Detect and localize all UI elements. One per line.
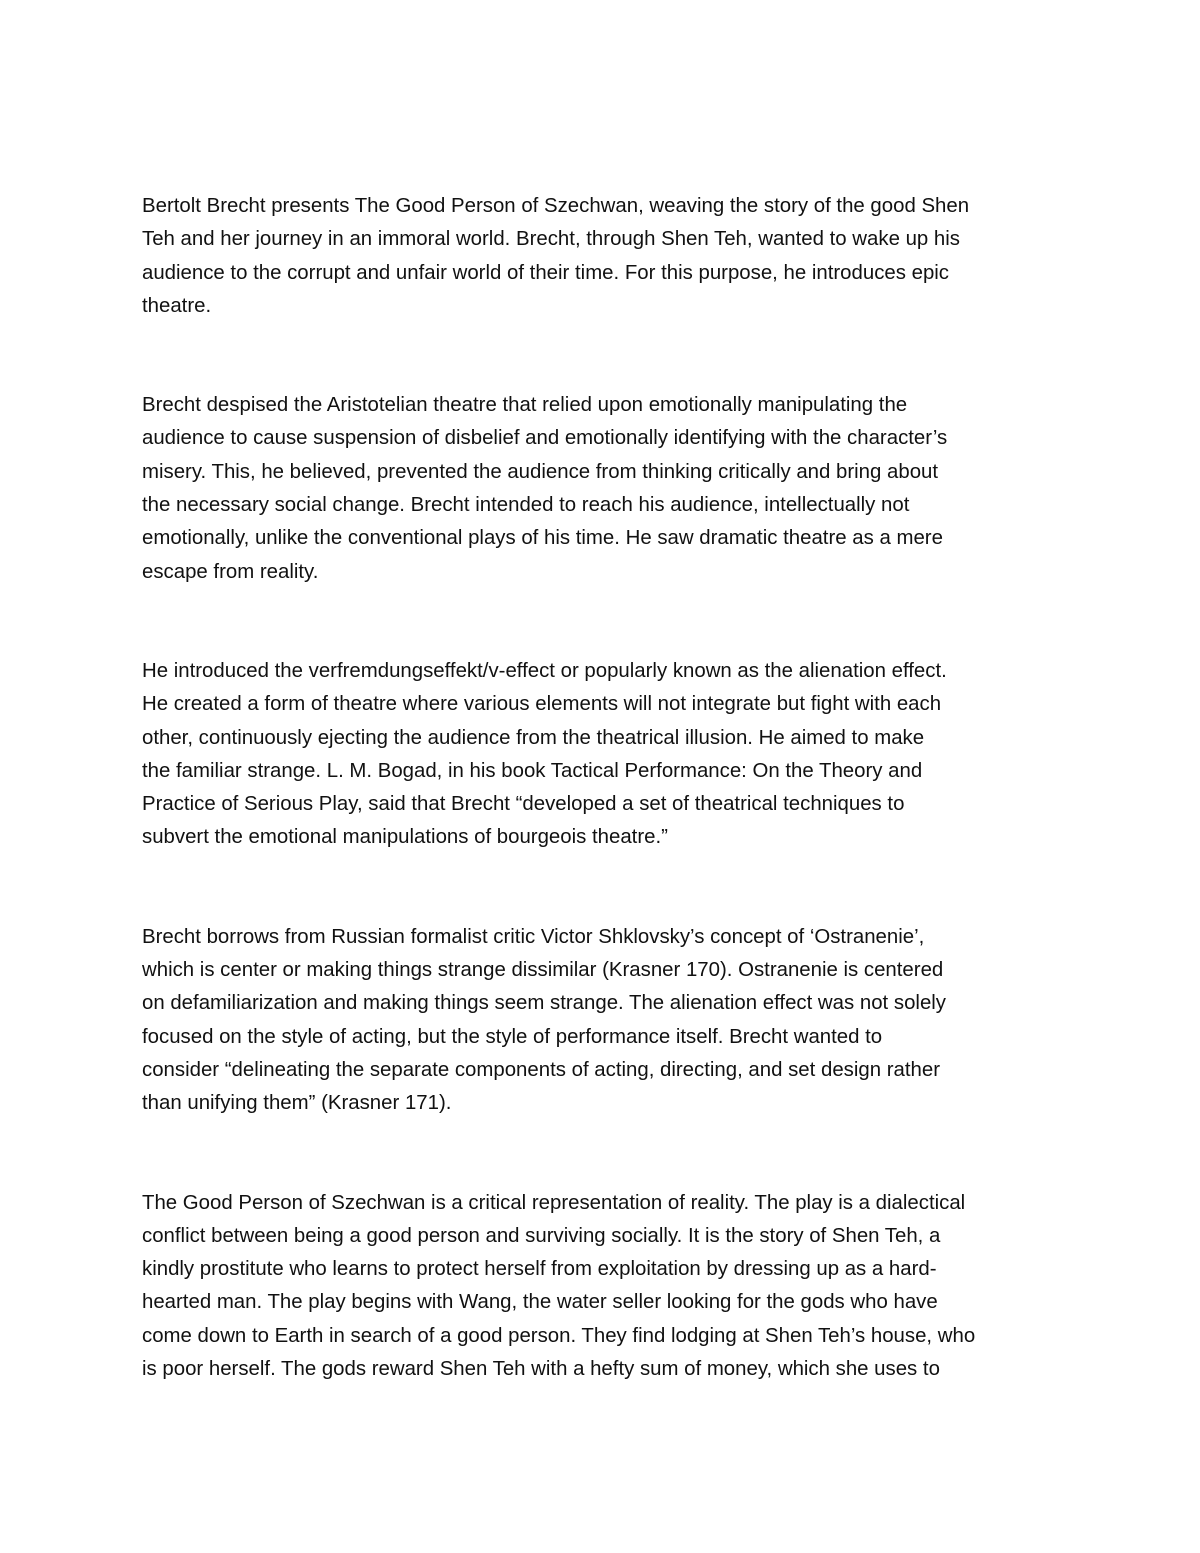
text-line: the necessary social change. Brecht intended to reach his audience, intellectually not: [142, 494, 910, 517]
text-line: other, continuously ejecting the audience from the theatrical illusion. He aimed to make: [142, 726, 925, 749]
text-line: than unifying them” (Krasner 171).: [142, 1092, 452, 1115]
text-line: kindly prostitute who learns to protect herself from exploitation by dressing up as a hard-: [142, 1258, 937, 1281]
text-line: focused on the style of acting, but the style of performance itself. Brecht wanted to: [142, 1025, 883, 1048]
text-line: Practice of Serious Play, said that Brecht “developed a set of theatrical techniques to: [142, 793, 905, 816]
paragraph-4: [142, 921, 1062, 1121]
text-line: consider “delineating the separate components of acting, directing, and set design rather: [142, 1058, 940, 1081]
text-line: audience to the corrupt and unfair world of their time. For this purpose, he introduces epic: [142, 261, 950, 284]
text-line: theatre.: [142, 294, 212, 317]
paragraph-3: [142, 655, 1062, 855]
text-line: Teh and her journey in an immoral world. Brecht, through Shen Teh, wanted to wake up his: [142, 228, 960, 251]
text-line: audience to cause suspension of disbelief and emotionally identifying with the character’s: [142, 427, 948, 450]
text-line: misery. This, he believed, prevented the audience from thinking critically and bring about: [142, 460, 939, 483]
text-line: is poor herself. The gods reward Shen Teh with a hefty sum of money, which she uses to: [142, 1358, 940, 1381]
paragraph-1: [142, 190, 1062, 323]
text-line: on defamiliarization and making things seem strange. The alienation effect was not solely: [142, 992, 947, 1015]
text-line: He created a form of theatre where various elements will not integrate but fight with each: [142, 693, 942, 716]
text-line: which is center or making things strange dissimilar (Krasner 170). Ostranenie is centered: [142, 959, 944, 982]
text-line: He introduced the verfremdungseffekt/v-effect or popularly known as the alienation effect.: [142, 659, 947, 682]
paragraph-5: [142, 1187, 1062, 1387]
text-line: conflict between being a good person and surviving socially. It is the story of Shen Teh, a: [142, 1224, 941, 1247]
paragraph-2: [142, 389, 1062, 589]
text-line: emotionally, unlike the conventional plays of his time. He saw dramatic theatre as a mere: [142, 527, 943, 550]
text-line: the familiar strange. L. M. Bogad, in his book Tactical Performance: On the Theory and: [142, 759, 923, 782]
text-line: subvert the emotional manipulations of bourgeois theatre.”: [142, 826, 668, 849]
text-line: Brecht borrows from Russian formalist critic Victor Shklovsky’s concept of ‘Ostranenie’,: [142, 925, 925, 948]
text-line: Brecht despised the Aristotelian theatre that relied upon emotionally manipulating the: [142, 394, 908, 417]
document-body: [142, 190, 1062, 1452]
text-line: hearted man. The play begins with Wang, the water seller looking for the gods who have: [142, 1291, 938, 1314]
text-line: Bertolt Brecht presents The Good Person of Szechwan, weaving the story of the good Shen: [142, 195, 970, 217]
text-line: escape from reality.: [142, 560, 319, 583]
text-line: The Good Person of Szechwan is a critical representation of reality. The play is a dialectical: [142, 1191, 966, 1214]
text-line: come down to Earth in search of a good person. They find lodging at Shen Teh’s house, who: [142, 1324, 976, 1347]
